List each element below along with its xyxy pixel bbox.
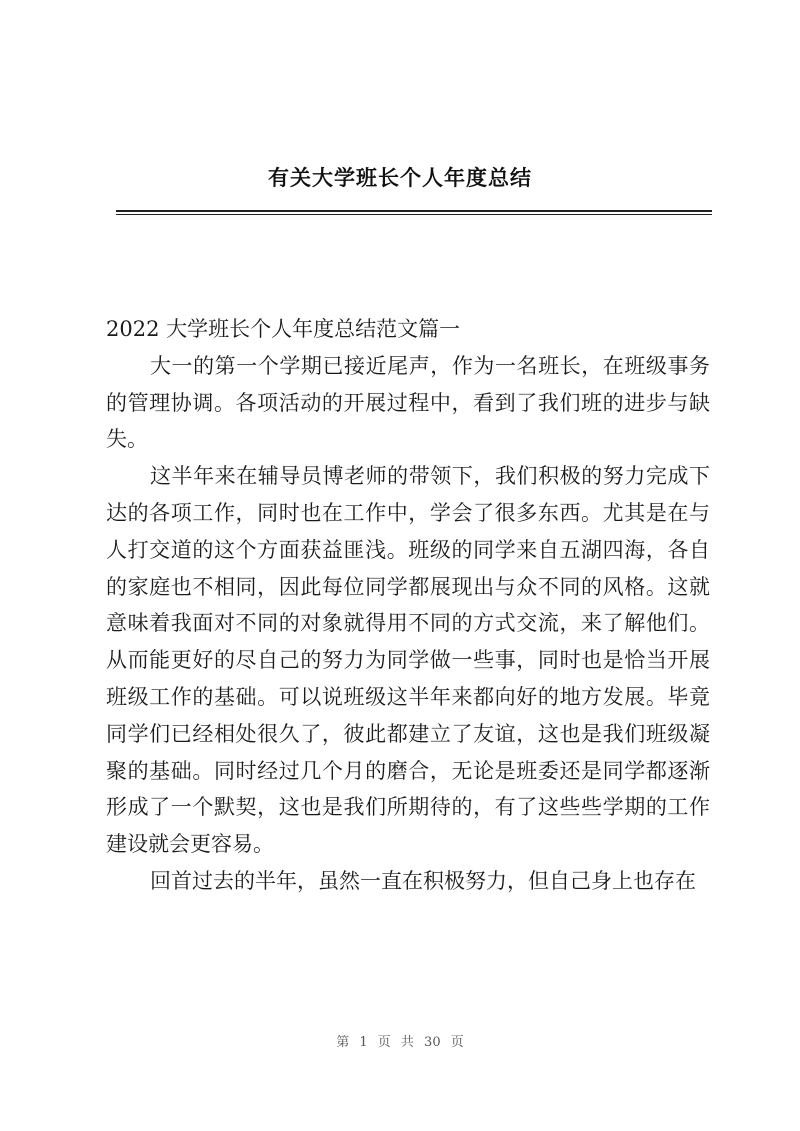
document-body <box>106 311 710 900</box>
section-heading: 2022 大学班长个人年度总结范文篇一 <box>106 317 461 341</box>
paragraph: 大一的第一个学期已接近尾声，作为一名班长，在班级事务的管理协调。各项活动的开展过程中，看到了我们班的进步与缺失。 <box>106 353 710 452</box>
paragraph: 回首过去的半年，虽然一直在积极努力，但自己身上也存在 <box>150 868 696 893</box>
title-divider <box>116 210 712 215</box>
document-title: 有关大学班长个人年度总结 <box>268 165 532 190</box>
page-footer: 第 1 页 共 30 页 <box>336 1035 464 1050</box>
paragraph: 这半年来在辅导员博老师的带领下，我们积极的努力完成下达的各项工作，同时也在工作中，学会了很多东西。尤其是在与人打交道的这个方面获益匪浅。班级的同学来自五湖四海，各自的家庭也不相同，因此每位同学都展现出与众不同的风格。这就意味着我面对不同的对象就得用不同的方式交流，来了解他们。从而能更好的尽自己的努力为同学做一些事，同时也是恰当开展班级工作的基础。可以说班级这半年来都向好的地方发展。毕竟同学们已经相处很久了，彼此都建立了友谊，这也是我们班级凝聚的基础。同时经过几个月的磨合，无论是班委还是同学都逐渐形成了一个默契，这也是我们所期待的，有了这些些学期的工作建设就会更容易。 <box>106 464 710 857</box>
